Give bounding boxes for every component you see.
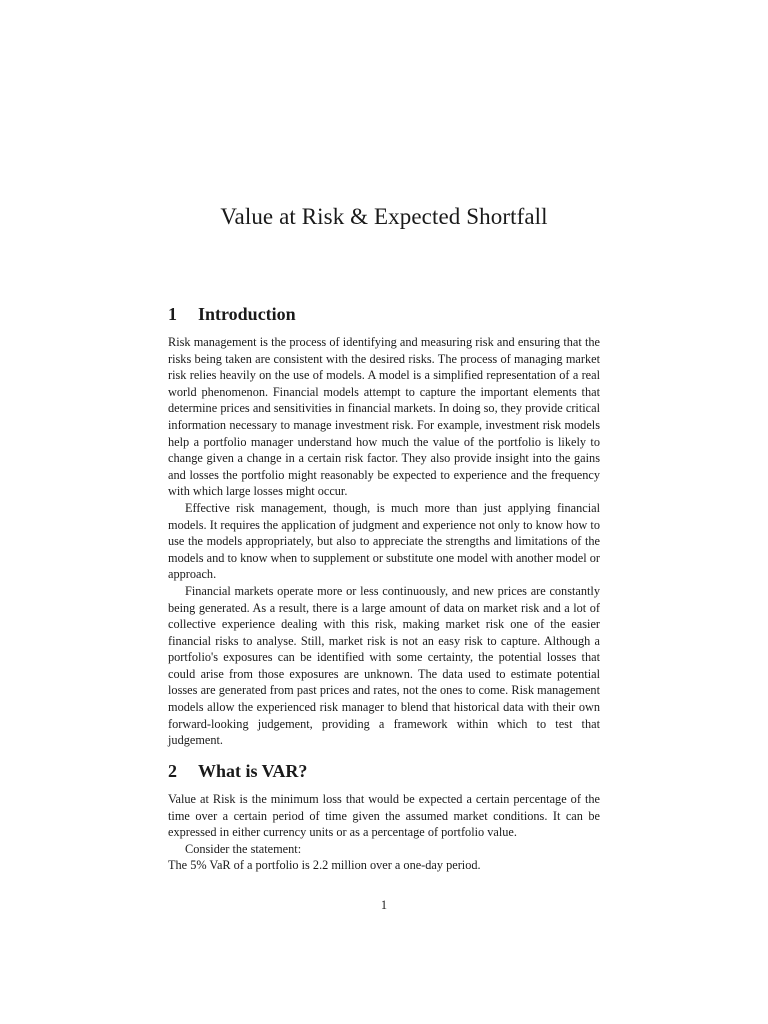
section-title: What is VAR? xyxy=(198,761,308,781)
paragraph: Value at Risk is the minimum loss that would be expected a certain percentage of the time over a certain period of time given the assumed market conditions. It can be expressed in either currency units or as a percentage of portfolio value. xyxy=(168,792,600,840)
paragraph: Risk management is the process of identifying and measuring risk and ensuring that the risks being taken are consistent with the desired risks. The process of managing market risk relies heavily on the use of models. A model is a simplified representation of a real world phenomenon. Financial models attempt to capture the important elements that determine prices and sensitivities in financial markets. In doing so, they provide critical information necessary to manage investment risk. For example, investment risk models help a portfolio manager understand how much the value of the portfolio is likely to change given a change in a certain risk factor. They also provide insight into the gains and losses the portfolio might reasonably be expected to experience and the frequency with which large losses might occur. xyxy=(168,335,600,499)
section-number: 1 xyxy=(168,304,177,324)
section-body-introduction xyxy=(168,334,600,749)
paragraph: Consider the statement: xyxy=(185,841,302,856)
section-number: 2 xyxy=(168,761,177,781)
section-heading-what-is-var xyxy=(168,761,307,782)
section-title: Introduction xyxy=(198,304,296,324)
paragraph: The 5% VaR of a portfolio is 2.2 million over a one-day period. xyxy=(168,858,481,873)
paragraph: Financial markets operate more or less continuously, and new prices are constantly being generated. As a result, there is a large amount of data on market risk and a lot of collective experience dealing with this risk, making market risk one of the easier financial risks to analyse. Still, market risk is not an easy risk to capture. Although a portfolio's exposures can be identified with some certainty, the potential losses that could arise from those exposures are unknown. The data used to estimate potential losses are generated from past prices and rates, not the ones to come. Risk management models allow the experienced risk manager to blend that historical data with their own forward-looking judgement, providing a framework within which to test that judgement. xyxy=(168,583,600,748)
section-body-what-is-var xyxy=(168,791,600,874)
page-number: 1 xyxy=(380,898,388,912)
section-heading-introduction xyxy=(168,304,296,325)
paragraph: Effective risk management, though, is much more than just applying financial models. It requires the application of judgment and experience not only to know how to use the models appropriately, but also to appreciate the strengths and limitations of the models and to know when to supplement or substitute one model with another model or approach. xyxy=(168,500,600,582)
page-title: Value at Risk & Expected Shortfall xyxy=(220,204,548,229)
